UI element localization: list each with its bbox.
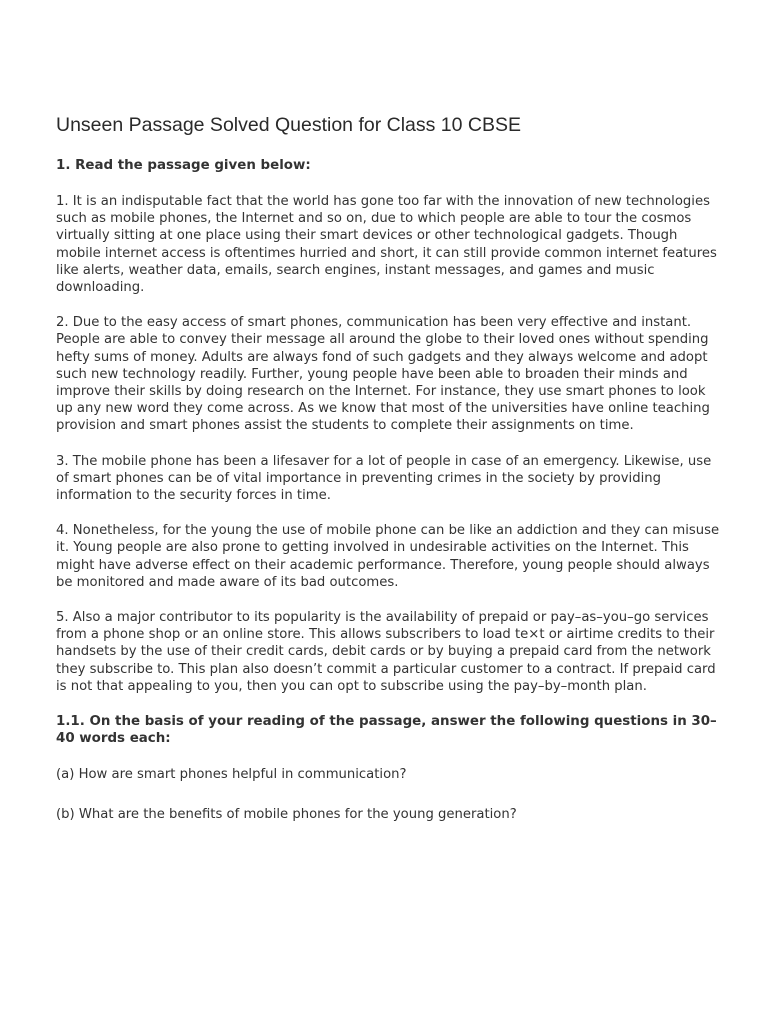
passage-paragraph-3: 3. The mobile phone has been a lifesaver for a lot of people in case of an emergency. Likewise, use of smart phones can be of vital importance in preventing crimes in the society by providing information to the security forces in time. [56,453,712,504]
page-title: Unseen Passage Solved Question for Class 10 CBSE [56,114,522,136]
question-b: (b) What are the benefits of mobile phones for the young generation? [56,807,517,823]
section-heading: 1. Read the passage given below: [56,158,311,173]
passage-paragraph-2: 2. Due to the easy access of smart phones, communication has been very effective and instant. People are able to convey their message all around the globe to their loved ones without spending hefty sums of money. Adults are always fond of such gadgets and they always welcome and adopt such new technology readily. Further, young people have been able to broaden their minds and improve their skills by doing research on the Internet. For instance, they use smart phones to look up any new word they come across. As we know that most of the universities have online teaching provision and smart phones assist the students to complete their assignments on time. [56,315,710,434]
passage-paragraph-1: 1. It is an indisputable fact that the world has gone too far with the innovation of new technologies such as mobile phones, the Internet and so on, due to which people are able to tour the cosmos virtually sitting at one place using their smart devices or other technological gadgets. Though mobile internet access is oftentimes hurried and short, it can still provide common internet features like alerts, weather data, emails, search engines, instant messages, and games and music downloading. [56,194,717,296]
passage-paragraph-5: 5. Also a major contributor to its popularity is the availability of prepaid or pay–as–you–go services from a phone shop or an online store. This allows subscribers to load te×t or airtime credits to their handsets by the use of their credit cards, debit cards or by buying a prepaid card from the network they subscribe to. This plan also doesn’t commit a particular customer to a contract. If prepaid card is not that appealing to you, then you can opt to subscribe using the pay–by–month plan. [56,610,716,694]
passage-paragraph-4: 4. Nonetheless, for the young the use of mobile phone can be like an addiction and they can misuse it. Young people are also prone to getting involved in undesirable activities on the Internet. This might have adverse effect on their academic performance. Therefore, young people should always be monitored and made aware of its bad outcomes. [56,523,720,590]
question-a: (a) How are smart phones helpful in communication? [56,767,407,783]
questions-heading: 1.1. On the basis of your reading of the passage, answer the following questions in 30–40 words each: [56,714,717,747]
